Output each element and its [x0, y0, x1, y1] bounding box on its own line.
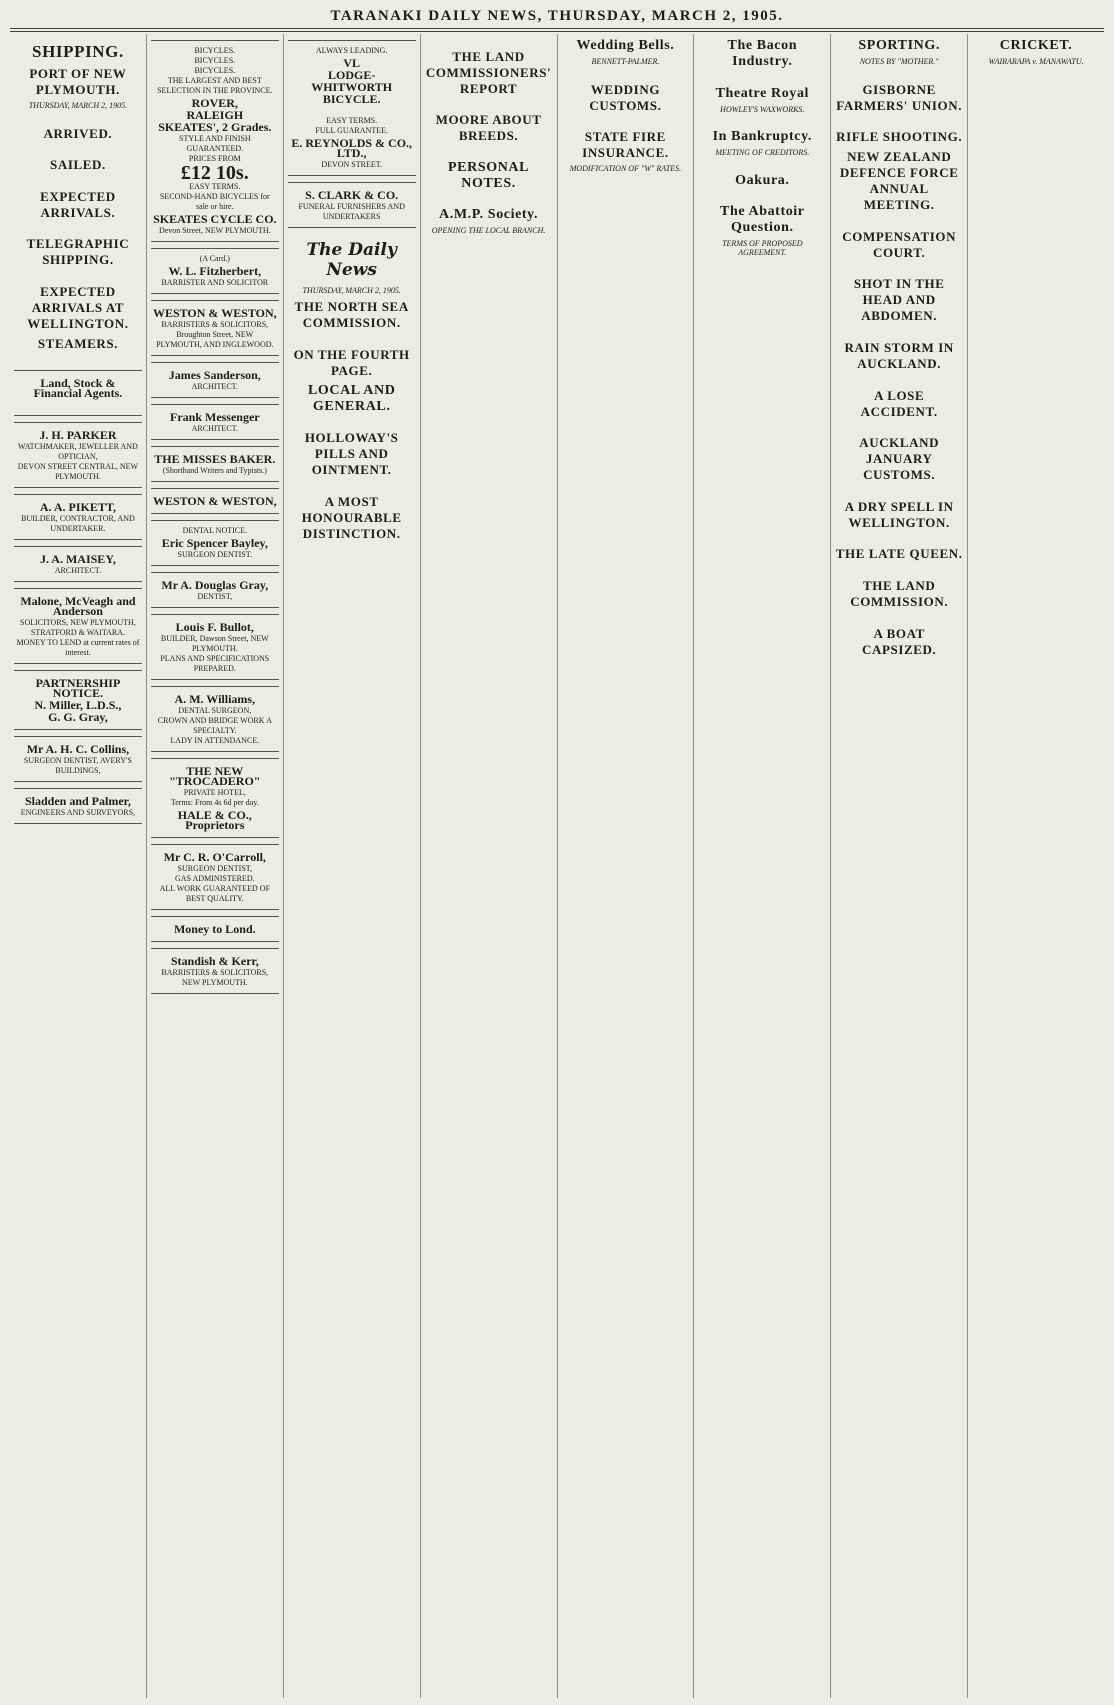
- ad-line: CROWN AND BRIDGE WORK A SPECIALTY.: [157, 716, 272, 735]
- ad-line: EASY TERMS.: [189, 182, 241, 191]
- honourable-heading: A MOST HONOURABLE DISTINCTION.: [301, 493, 402, 541]
- ad-title: W. L. Fitzherbert,: [168, 264, 262, 278]
- ad-title: RALEIGH: [186, 108, 244, 122]
- fire-sub: MODIFICATION OF "W" RATES.: [569, 164, 682, 174]
- fire-heading: STATE FIRE INSURANCE.: [582, 129, 669, 161]
- ad-title: SKEATES', 2 Grades.: [158, 120, 272, 134]
- personal-heading: PERSONAL NOTES.: [448, 159, 530, 191]
- gisborne-heading: GISBORNE FARMERS' UNION.: [836, 81, 963, 113]
- ad-line: BICYCLES.: [194, 46, 236, 55]
- body-text: [835, 69, 963, 78]
- land-report-heading: THE LAND COMMISSIONERS' REPORT: [425, 48, 552, 96]
- ad-weston-second: [151, 488, 279, 514]
- body-text: [835, 613, 963, 622]
- ad-title: VL: [343, 56, 361, 70]
- body-text: [562, 69, 690, 78]
- ad-line: SURGEON DENTIST, AVERY'S BUILDINGS,: [23, 755, 132, 775]
- cricket-heading: CRICKET.: [999, 38, 1073, 53]
- body-text: [288, 481, 416, 490]
- ad-line: ALL WORK GUARANTEED OF BEST QUALITY.: [159, 884, 271, 903]
- bacon-heading: The Bacon Industry.: [727, 38, 798, 69]
- body-text: [698, 117, 826, 126]
- theatre-heading: Theatre Royal: [715, 85, 810, 101]
- ad-line: WATCHMAKER, JEWELLER AND OPTICIAN,: [18, 441, 138, 461]
- amp-heading: A.M.P. Society.: [439, 207, 539, 223]
- sailed-heading: SAILED.: [50, 157, 106, 173]
- body-text: [835, 661, 963, 670]
- body-text: [14, 176, 142, 185]
- ad-title: WESTON & WESTON,: [152, 494, 277, 508]
- body-text: [14, 355, 142, 364]
- ad-trocadero: [151, 758, 279, 838]
- ad-parker: [14, 422, 142, 488]
- telegraphic-heading: TELEGRAPHIC SHIPPING.: [26, 236, 130, 268]
- ad-title: Sladden and Palmer,: [24, 793, 131, 808]
- ad-money: [151, 916, 279, 942]
- ad-douglas-gray: [151, 572, 279, 608]
- body-text: [698, 192, 826, 201]
- column-shipping: [10, 34, 146, 1698]
- column-editorial: [283, 34, 420, 1698]
- dry-heading: A DRY SPELL IN WELLINGTON.: [844, 498, 954, 530]
- body-text: [288, 545, 416, 554]
- ad-bayley: [151, 520, 279, 566]
- ad-title: E. REYNOLDS & CO., LTD.,: [291, 136, 413, 160]
- ad-title: THE MISSES BAKER.: [154, 452, 276, 466]
- body-text: [972, 69, 1100, 78]
- ad-price: £12 10s.: [180, 162, 249, 184]
- ad-standish: [151, 948, 279, 994]
- ad-title: BICYCLE.: [322, 92, 381, 106]
- ad-line: STYLE AND FINISH GUARANTEED.: [179, 134, 251, 153]
- ad-line: BICYCLES.: [194, 66, 236, 75]
- ad-title: Money to Lond.: [173, 922, 256, 936]
- ad-sladden: [14, 788, 142, 824]
- abattoir-sub: TERMS OF PROPOSED AGREEMENT.: [722, 239, 803, 258]
- body-text: [14, 113, 142, 122]
- ad-title: HALE & CO., Proprietors: [177, 808, 252, 832]
- columns: [10, 34, 1104, 1698]
- ad-line: ARCHITECT.: [54, 565, 102, 575]
- ad-title: Louis F. Bullot,: [175, 620, 254, 634]
- accident-heading: A LOSE ACCIDENT.: [860, 387, 938, 419]
- ad-line: SURGEON DENTIST,: [177, 864, 253, 873]
- sporting-sub: NOTES BY "MOTHER.": [859, 57, 939, 66]
- column-sporting: [830, 34, 967, 1698]
- column-ads: [146, 34, 283, 1698]
- ad-line: BUILDER, CONTRACTOR, AND UNDERTAKER.: [21, 513, 135, 533]
- abattoir-heading: The Abattoir Question.: [720, 204, 805, 236]
- bankruptcy-heading: In Bankruptcy.: [712, 129, 813, 145]
- ad-title: G. G. Gray,: [48, 709, 108, 724]
- wedding-heading: Wedding Bells.: [576, 38, 675, 53]
- ad-clark: [288, 182, 416, 228]
- ad-maisey: [14, 546, 142, 582]
- body-text: [698, 73, 826, 82]
- body-text: [698, 160, 826, 169]
- shipping-heading: SHIPPING.: [32, 42, 124, 61]
- body-text: [14, 271, 142, 280]
- body-text: [425, 36, 553, 45]
- steamers-heading: STEAMERS.: [37, 335, 119, 351]
- rain-heading: RAIN STORM IN AUCKLAND.: [844, 339, 954, 371]
- ad-line: DENTAL SURGEON,: [178, 706, 252, 715]
- ad-title: WESTON & WESTON,: [152, 306, 277, 320]
- ad-line: (A Card.): [199, 254, 230, 263]
- body-text: [835, 423, 963, 432]
- holloway-heading: HOLLOWAY'S PILLS AND OINTMENT.: [304, 430, 399, 478]
- body-text: [288, 418, 416, 427]
- commission-heading: THE NORTH SEA COMMISSION.: [294, 299, 409, 330]
- ad-title: J. H. PARKER: [39, 427, 117, 442]
- body-text: [835, 327, 963, 336]
- body-text: [835, 264, 963, 273]
- amp-sub: OPENING THE LOCAL BRANCH.: [431, 226, 546, 236]
- body-text: [835, 486, 963, 495]
- ad-title: Mr A. H. C. Collins,: [26, 741, 130, 756]
- ad-line: SECOND-HAND BICYCLES for sale or hire.: [159, 192, 270, 211]
- ad-line: SOLICITORS, NEW PLYMOUTH, STRATFORD & WAITARA.: [20, 617, 136, 637]
- ad-line: ARCHITECT.: [191, 382, 238, 391]
- ad-line: GAS ADMINISTERED.: [175, 874, 255, 883]
- ad-title: A. A. PIKETT,: [39, 499, 116, 514]
- defence-heading: NEW ZEALAND DEFENCE FORCE ANNUAL MEETING.: [839, 149, 959, 213]
- body-text: [14, 145, 142, 154]
- ad-title: Frank Messenger: [169, 410, 260, 424]
- ad-messenger: [151, 404, 279, 440]
- port-heading: PORT OF NEW PLYMOUTH.: [29, 66, 127, 97]
- land-commission-heading: THE LAND COMMISSION.: [850, 577, 949, 609]
- expected-heading: EXPECTED ARRIVALS.: [40, 188, 116, 220]
- theatre-sub: HOWLEY'S WAXWORKS.: [720, 104, 805, 114]
- customs-heading: AUCKLAND JANUARY CUSTOMS.: [859, 435, 940, 483]
- ad-title: Mr A. Douglas Gray,: [161, 578, 269, 592]
- ad-line: LADY IN ATTENDANCE.: [170, 736, 260, 745]
- local-heading: LOCAL AND GENERAL.: [307, 382, 396, 414]
- ad-sanderson: [151, 362, 279, 398]
- column-wedding: [557, 34, 694, 1698]
- ad-line: DENTIST,: [197, 592, 233, 601]
- ad-line: DENTAL NOTICE.: [182, 526, 247, 535]
- ad-title: S. CLARK & CO.: [305, 188, 399, 202]
- ad-line: ALWAYS LEADING.: [315, 46, 388, 55]
- ad-title: N. Miller, L.D.S.,: [34, 697, 122, 712]
- ad-line: FULL GUARANTEE.: [315, 126, 388, 135]
- body-text: [698, 260, 826, 269]
- body-text: [288, 334, 416, 343]
- body-text: [425, 147, 553, 156]
- ad-title: Standish & Kerr,: [170, 954, 259, 968]
- shot-heading: SHOT IN THE HEAD AND ABDOMEN.: [853, 276, 945, 324]
- ad-line: BARRISTERS & SOLICITORS, Broughton Street, NEW PLYMOUTH, AND INGLEWOOD.: [156, 320, 274, 349]
- body-text: [425, 100, 553, 109]
- ad-title: Land, Stock & Financial Agents.: [33, 375, 123, 400]
- ad-misses-baker: [151, 446, 279, 482]
- customs-heading: WEDDING CUSTOMS.: [589, 81, 662, 113]
- ad-collins: [14, 736, 142, 782]
- body-text: [835, 565, 963, 574]
- date-line: THURSDAY, MARCH 2, 1905.: [28, 101, 128, 110]
- oakura-heading: Oakura.: [735, 172, 790, 188]
- body-text: [835, 534, 963, 543]
- body-text: [562, 176, 690, 185]
- ad-line: ARCHITECT.: [191, 424, 238, 433]
- masthead-rule: [10, 28, 1104, 29]
- body-text: [562, 117, 690, 126]
- ad-line: FUNERAL FURNISHERS AND UNDERTAKERS: [298, 202, 405, 221]
- boat-heading: A BOAT CAPSIZED.: [861, 625, 937, 657]
- ad-line: BUILDER, Dawson Street, NEW PLYMOUTH.: [160, 634, 269, 653]
- column-news: [420, 34, 557, 1698]
- rifle-heading: RIFLE SHOOTING.: [836, 129, 963, 145]
- ad-land-agents: [14, 370, 142, 416]
- ad-line: ENGINEERS AND SURVEYORS,: [20, 807, 136, 817]
- ad-title: A. M. Williams,: [174, 692, 256, 706]
- masthead-rule-lower: [10, 31, 1104, 32]
- ad-bicycles: [151, 40, 279, 242]
- ad-line: PRICES FROM: [188, 154, 241, 163]
- ad-williams: [151, 686, 279, 752]
- ad-malone: [14, 588, 142, 664]
- ad-line: PLANS AND SPECIFICATIONS PREPARED.: [160, 654, 270, 673]
- ad-line: PRIVATE HOTEL,: [183, 788, 246, 797]
- ad-line: SURGEON DENTIST.: [177, 550, 253, 559]
- ad-title: Mr C. R. O'Carroll,: [163, 850, 266, 864]
- ad-title: SKEATES CYCLE CO.: [153, 212, 277, 226]
- body-text: [835, 216, 963, 225]
- ad-line: BICYCLES.: [194, 56, 236, 65]
- paper-date: THURSDAY, MARCH 2, 1905.: [302, 286, 401, 295]
- ad-line: BARRISTER AND SOLICITOR: [161, 278, 269, 287]
- ad-title: J. A. MAISEY,: [39, 551, 116, 566]
- bankruptcy-sub: MEETING OF CREDITORS.: [715, 148, 810, 158]
- arrived-heading: ARRIVED.: [43, 125, 113, 141]
- ad-title: WHITWORTH: [311, 80, 393, 94]
- ad-pikett: [14, 494, 142, 540]
- body-text: [425, 238, 553, 247]
- ad-line: EASY TERMS.: [326, 116, 378, 125]
- queen-heading: THE LATE QUEEN.: [835, 546, 963, 562]
- ad-bullot: [151, 614, 279, 680]
- masthead: TARANAKI DAILY NEWS, THURSDAY, MARCH 2, 1905.: [330, 8, 784, 24]
- ad-title: James Sanderson,: [168, 368, 261, 382]
- body-text: [835, 375, 963, 384]
- ad-ocarroll: [151, 844, 279, 910]
- ad-line: DEVON STREET CENTRAL, NEW PLYMOUTH.: [17, 461, 139, 481]
- ad-line: Terms: From 4s 6d per day.: [170, 798, 259, 807]
- ad-title: THE NEW "TROCADERO": [169, 764, 261, 788]
- body-text: [291, 107, 412, 115]
- ad-weston: [151, 300, 279, 356]
- expected-wellington-heading: EXPECTED ARRIVALS AT WELLINGTON.: [27, 283, 129, 331]
- body-text: [14, 224, 142, 233]
- ad-title: Malone, McVeagh and Anderson: [20, 593, 136, 618]
- ad-title: ROVER,: [191, 96, 238, 110]
- moore-heading: MOORE ABOUT BREEDS.: [435, 112, 542, 144]
- fourth-page-heading: ON THE FOURTH PAGE.: [293, 346, 410, 378]
- ad-title: PARTNERSHIP NOTICE.: [35, 675, 121, 700]
- ad-title: Eric Spencer Bayley,: [161, 536, 268, 550]
- column-bacon: [693, 34, 830, 1698]
- ad-line: MONEY TO LEND at current rates of interest.: [16, 637, 140, 657]
- ad-line: DEVON STREET.: [321, 160, 383, 169]
- ad-line: THE LARGEST AND BEST SELECTION IN THE PROVINCE.: [157, 76, 273, 95]
- ad-lodge-whitworth: [288, 40, 416, 176]
- ad-line: BARRISTERS & SOLICITORS, NEW PLYMOUTH.: [161, 968, 269, 987]
- wedding-sub: BENNETT-PALMER.: [591, 57, 660, 66]
- ad-title: LODGE-: [328, 68, 376, 82]
- cricket-sub: WAIRARAPA v. MANAWATU.: [988, 57, 1084, 66]
- body-text: [425, 195, 553, 204]
- ad-fitzherbert: [151, 248, 279, 294]
- paper-title: The Daily News: [306, 240, 397, 280]
- ad-partnership: [14, 670, 142, 730]
- column-cricket: [967, 34, 1104, 1698]
- compensation-heading: COMPENSATION COURT.: [842, 228, 957, 260]
- body-text: [835, 117, 963, 126]
- ad-line: Devon Street, NEW PLYMOUTH.: [158, 226, 271, 235]
- body-text: [28, 401, 128, 409]
- sporting-heading: SPORTING.: [858, 38, 940, 53]
- ad-line: (Shorthand Writers and Typists.): [162, 466, 267, 475]
